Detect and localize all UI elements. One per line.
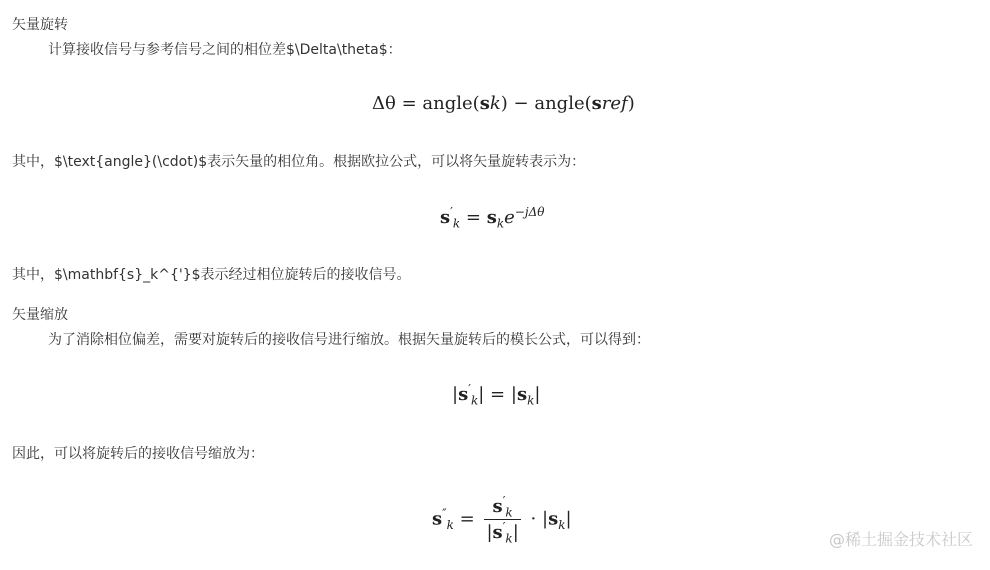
eq4-denominator	[484, 520, 520, 546]
equation-vector-rotation	[440, 205, 545, 231]
eq1-minus: −	[513, 93, 529, 114]
eq3-lhs-sub: k	[470, 393, 479, 408]
eq3-bar-right: |	[478, 384, 485, 405]
eq2-lhs-bold: s	[440, 207, 451, 228]
paragraph-rotated-signal: 其中，$\mathbf{s}_k^{'}$表示经过相位旋转后的接收信号。	[12, 267, 411, 283]
eq4-num-prime: ′	[502, 494, 506, 508]
eq4-den-bold: s	[492, 522, 503, 543]
section-heading-vector-scaling: 矢量缩放	[12, 307, 68, 323]
eq3-lhs-prime: ′	[468, 382, 471, 396]
paragraph-scaling-intro: 因此，可以将旋转后的接收信号缩放为：	[12, 446, 264, 462]
eq4-rhs-bold: s	[548, 508, 559, 530]
paragraph-angle-definition: 其中，$\text{angle}(\cdot)$表示矢量的相位角。根据欧拉公式，可以将矢量旋转表示为：	[12, 154, 586, 170]
eq4-numerator	[484, 496, 520, 520]
eq1-close1: )	[500, 93, 508, 114]
eq3-rhs-bold: s	[516, 384, 528, 405]
eq3-rhs-bar-left: |	[510, 384, 517, 405]
eq4-den-bar-right: |	[512, 522, 519, 543]
eq4-num-sub: k	[505, 505, 513, 520]
eq4-lhs-bold: s	[432, 508, 443, 530]
eq4-den-sub: k	[505, 531, 513, 546]
eq4-rhs-bar-left: |	[541, 508, 549, 530]
eq4-equals: =	[459, 508, 475, 530]
eq2-exp-base: e	[504, 207, 515, 228]
eq1-arg1-bold: s	[479, 93, 490, 114]
eq3-equals: =	[490, 384, 506, 405]
eq4-num-bold: s	[492, 496, 503, 517]
section-intro-scaling: 为了消除相位偏差，需要对旋转后的接收信号进行缩放。根据矢量旋转后的模长公式，可以得到：	[48, 332, 650, 348]
eq2-lhs-prime: ′	[450, 205, 453, 219]
eq2-exponent: −jΔθ	[514, 205, 545, 219]
eq1-arg1-italic: k	[489, 93, 501, 114]
eq3-rhs-bar-right: |	[534, 384, 541, 405]
eq4-rhs-sub: k	[558, 518, 566, 533]
eq1-fn1: angle(	[422, 93, 480, 114]
eq4-lhs-sub: k	[446, 518, 454, 533]
eq4-den-bar-left: |	[486, 522, 493, 543]
eq3-bar-left: |	[452, 384, 459, 405]
eq1-close2: )	[627, 93, 635, 114]
eq1-equals: =	[401, 93, 417, 114]
section-heading-vector-rotation: 矢量旋转	[12, 17, 68, 33]
eq4-fraction	[484, 494, 520, 546]
equation-phase-difference	[372, 93, 635, 114]
watermark-juejin: @稀土掘金技术社区	[828, 530, 973, 549]
eq4-lhs-dprime: ″	[442, 506, 447, 521]
eq1-arg2-italic: ref	[601, 93, 628, 114]
eq3-rhs-sub: k	[527, 393, 535, 408]
eq2-equals: =	[465, 207, 481, 228]
equation-scaled-signal	[432, 494, 572, 546]
eq1-fn2: angle(	[534, 93, 592, 114]
eq4-den-prime: ′	[502, 520, 506, 534]
eq4-rhs-bar-right: |	[565, 508, 572, 530]
eq1-arg2-bold: s	[591, 93, 602, 114]
eq2-rhs-sub: k	[496, 216, 505, 231]
section-intro-rotation: 计算接收信号与参考信号之间的相位差$\Delta\theta$：	[48, 42, 402, 58]
eq4-cdot: ·	[530, 508, 537, 530]
eq3-lhs-bold: s	[458, 384, 469, 405]
eq2-lhs-sub: k	[452, 216, 461, 231]
equation-magnitude	[452, 382, 541, 408]
eq1-lhs: Δθ	[372, 93, 396, 114]
eq2-rhs-bold: s	[486, 207, 497, 228]
